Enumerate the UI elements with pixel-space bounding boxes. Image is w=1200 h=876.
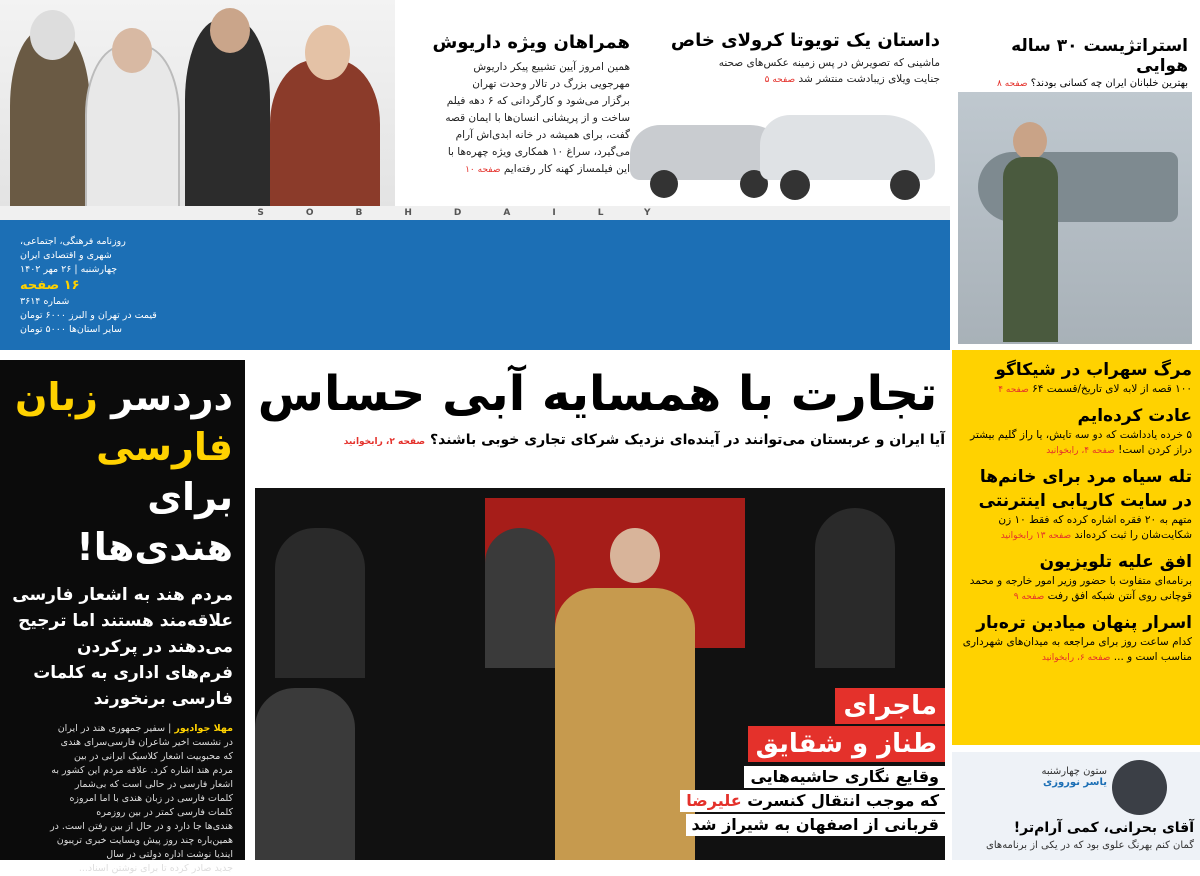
page-ref: صفحه ۱۳ رابخوانید (1000, 531, 1072, 541)
main-subhead: آیا ایران و عربستان می‌توانند در آینده‌ای نزدیک شرکای تجاری خوبی باشند؟ (430, 432, 945, 448)
page-ref: صفحه ۲، رابخوانید (343, 437, 426, 447)
story-corolla: داستان یک تویوتا کرولای خاص ماشینی که تصویرش در پس زمینه عکس‌های صحنه جنایت ویلای زیبادشت منتشر شد صفحه ۵ (640, 30, 940, 88)
top-band (0, 0, 950, 220)
news-item: عادت کرده‌ایم ۵ خرده یادداشت که دو سه تایش، یا راز گلیم بیشتر دراز کردن است! صفحه ۴، رابخوانید (970, 406, 1192, 456)
pilot-title: استراتژیست ۳۰ ساله هوایی (1011, 36, 1188, 76)
news-item: اسرار پنهان میادین تره‌بار کدام ساعت روز برای مراجعه به میدان‌های شهرداری مناسب است و ... صفحه ۶، رابخوانید (962, 613, 1192, 663)
caption-title-2: طناز و شقایق (748, 726, 945, 762)
photo-caption: ماجرای طناز و شقایق وقایع نگاری حاشیه‌هایی که موجب انتقال کنسرت علیرضا قربانی از اصفهان به شیراز شد (460, 688, 945, 836)
news-item: افق علیه تلویزیون برنامه‌ای متفاوت با حضور وزیر امور خارجه و محمد قوچانی روی آنتن شبکه افق رفت صفحه ۹ (969, 552, 1192, 602)
pilot-photo (958, 92, 1192, 344)
page-ref: صفحه ۴ (998, 385, 1029, 395)
story-corolla-title: داستان یک تویوتا کرولای خاص (670, 30, 940, 51)
cars-photo (630, 105, 940, 200)
left-deck: مردم هند به اشعار فارسی علاقه‌مند هستند اما ترجیح می‌دهند در پرکردن فرم‌های اداری به کلمات فارسی برنخورند (12, 585, 233, 709)
main-story (250, 362, 945, 448)
caption-title-1: ماجرای (835, 688, 945, 724)
sobhdaily-strip: SOBHDAILY (0, 206, 950, 220)
right-column (952, 20, 1200, 745)
page-ref: صفحه ۸ (996, 79, 1028, 89)
avatar (1112, 760, 1167, 815)
pilot-photo-box: استراتژیست ۳۰ ساله هوایی بهترین خلبانان ایران چه کسانی بودند؟ صفحه ۸ (952, 20, 1200, 350)
page-ref: صفحه ۱۰ (465, 165, 501, 175)
column-author: یاسر نوروزی (1043, 777, 1107, 788)
page-count: ۱۶ صفحه (20, 278, 80, 293)
price-other: سایر استان‌ها ۵۰۰۰ تومان (20, 324, 122, 335)
story-darioush-body: همین امروز آیین تشییع پیکر داریوش مهرجویی بزرگ در تالار وحدت تهران برگزار می‌شود و کارگردانی که ۶ دهه فیلم ساخت و از پریشانی انسان‌ها با ایمان قصه گفت، برای همیشه در خانه ابدی‌اش آرام می‌گیرد، سراغ ۱۰ همکاری ویژه چهره‌ها با این فیلمساز کهنه کار رفته‌ایم صفحه ۱۰ (445, 61, 630, 175)
page-ref: صفحه ۴، رابخوانید (1046, 446, 1115, 456)
issue-number: شماره ۳۶۱۴ (20, 296, 70, 307)
left-body: مهلا جوادپور | سفیر جمهوری هند در ایران در نشست اخیر شاعران فارسی‌سرای هندی که محبوبیت اشعار کلاسیک ایرانی در بین مردم هند اشاره کرد. علاقه مردم این کشور به اشعار فارسی در حالی است که بی‌شمار کلمات فارسی در زبان هندی با اما امروزه کلمات فارسی کمتر در بین روزمره هندی‌ها جا دارد و در حال از بین رفتن است. در همین‌باره چند روز پیش وبسایت خبری تریبون ایندیا نوشت اداره دولتی در سال جدید صادر کرده تا برای نوشتن اسناد... (50, 723, 233, 874)
column-box (952, 752, 1200, 860)
left-author: مهلا جوادپور (174, 723, 233, 734)
story-darioush-title: همراهان ویژه داریوش (432, 32, 630, 53)
masthead (0, 220, 950, 350)
left-headline: دردسر زبان فارسی برای هندی‌ها! (15, 375, 233, 569)
story-darioush (400, 32, 630, 179)
price-tehran: قیمت در تهران و البرز ۶۰۰۰ تومان (20, 310, 157, 321)
main-headline: تجارت با همسایه آبی حساس (257, 366, 938, 422)
left-column (0, 360, 245, 874)
page-ref: صفحه ۹ (1013, 592, 1045, 602)
column-kicker: ستون چهارشنبه (1041, 766, 1107, 777)
masthead-info: روزنامه فرهنگی، اجتماعی، شهری و اقتصادی ایران چهارشنبه | ۲۶ مهر ۱۴۰۲ ۱۶ صفحه شماره ۳۶۱۴ قیمت در تهران و البرز ۶۰۰۰ تومان سایر استان‌ها ۵۰۰۰ تومان (20, 235, 220, 337)
page-ref: صفحه ۶، رابخوانید (1041, 653, 1111, 663)
column-title: آقای بحرانی، کمی آرام‌تر! (1013, 820, 1194, 836)
page-ref: صفحه ۵ (764, 75, 796, 85)
mourners-photo (0, 0, 395, 220)
right-news-list (960, 358, 1192, 672)
news-item: تله سیاه مرد برای خانم‌ها در سایت کاریابی اینترنتی متهم به ۲۰ فقره اشاره کرده که فقط ۱۰ زن شکایت‌شان را ثبت کرده‌اند صفحه ۱۳ رابخوانید (978, 467, 1192, 541)
news-item: مرگ سهراب در شیکاگو ۱۰۰ قصه از لابه لای تاریخ/قسمت ۶۴ صفحه ۴ (995, 360, 1192, 395)
column-body: گمان کنم بهرنگ علوی بود که در یکی از برنامه‌های (986, 840, 1194, 851)
